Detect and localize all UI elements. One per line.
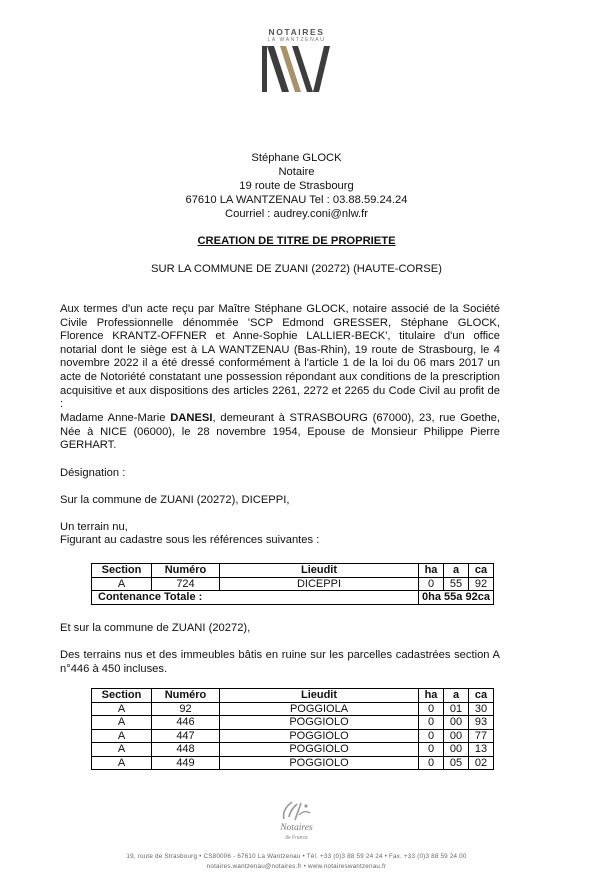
column-header: Section [92, 689, 152, 703]
table-cell: 05 [444, 756, 469, 770]
ruins-paragraph: Des terrains nus et des immeubles bâtis en ruine sur les parcelles cadastrées section A n°446 à 450 incluses. [60, 649, 500, 675]
table-cell: 00 [444, 729, 469, 743]
table-cell: DICEPPI [220, 577, 419, 591]
table-cell: POGGIOLO [220, 729, 419, 743]
table-cell: A [92, 729, 152, 743]
table-cell: 449 [152, 756, 220, 770]
column-header: a [444, 564, 469, 578]
table-cell: 0 [419, 756, 444, 770]
table-cell: A [92, 577, 152, 591]
beneficiary-paragraph: Madame Anne-Marie DANESI, demeurant à STRASBOURG (67000), 23, rue Goethe, Née à NICE (06000), le 28 novembre 1954, Epouse de Monsieur Philippe Pierre GERHART. [60, 412, 501, 452]
column-header: ca [469, 689, 494, 703]
table-cell: 0 [419, 743, 444, 757]
total-value: 0ha 55a 92ca [419, 591, 494, 605]
terrain-line-1: Un terrain nu, [60, 521, 128, 533]
table-cell: 0 [419, 729, 444, 743]
footer-brand: Notaires [280, 823, 313, 833]
table-cell: 447 [152, 729, 220, 743]
notaires-de-france-logo-icon [270, 799, 322, 823]
total-label: Contenance Totale : [92, 591, 419, 605]
table-cell: 0 [419, 577, 444, 591]
column-header: a [444, 689, 469, 703]
table-cell: A [92, 716, 152, 730]
column-header: Numéro [152, 564, 220, 578]
beneficiary-surname: DANESI [170, 412, 213, 424]
notary-name: Stéphane GLOCK [251, 152, 342, 164]
column-header: Lieudit [220, 564, 419, 578]
table-cell: 448 [152, 743, 220, 757]
designation-label: Désignation : [60, 467, 126, 479]
column-header: ca [469, 564, 494, 578]
logo-subtitle: LA WANTZENAU [267, 37, 326, 43]
terrain-line-2: Figurant au cadastre sous les références suivantes : [60, 534, 320, 546]
column-header: Numéro [152, 689, 220, 703]
table-cell: POGGIOLO [220, 756, 419, 770]
cadastre-table-2 [91, 688, 494, 770]
table-cell: 92 [469, 577, 494, 591]
column-header: ha [419, 564, 444, 578]
table-cell: 0 [419, 702, 444, 716]
table-cell: 92 [152, 702, 220, 716]
table-row [92, 577, 494, 591]
table-cell: 0 [419, 716, 444, 730]
table-cell: 724 [152, 577, 220, 591]
table-cell: POGGIOLO [220, 743, 419, 757]
table-total-row [92, 591, 494, 605]
table-row [92, 729, 494, 743]
notary-email: Courriel : audrey.coni@nlw.fr [225, 208, 368, 220]
table-cell: 00 [444, 716, 469, 730]
table-cell: A [92, 756, 152, 770]
table-cell: 13 [469, 743, 494, 757]
commune-line-1: Sur la commune de ZUANI (20272), DICEPPI, [60, 494, 290, 506]
footer-address: 19, route de Strasbourg • CS80006 - 67610 La Wantzenau • Tél. +33 (0)3 88 59 24 24 • Fax. +33 (0)3 88 59 24 00 [126, 853, 467, 860]
document-title: CREATION DE TITRE DE PROPRIETE [197, 235, 396, 247]
table-cell: 93 [469, 716, 494, 730]
table-header-row [92, 564, 494, 578]
cadastre-table-1 [91, 563, 494, 605]
table-cell: 77 [469, 729, 494, 743]
document-subtitle: SUR LA COMMUNE DE ZUANI (20272) (HAUTE-CORSE) [151, 263, 442, 275]
table-header-row [92, 689, 494, 703]
table-cell: POGGIOLO [220, 716, 419, 730]
table-cell: 55 [444, 577, 469, 591]
column-header: Section [92, 564, 152, 578]
table-cell: 01 [444, 702, 469, 716]
table-row [92, 756, 494, 770]
notaires-logo-icon [258, 46, 334, 92]
commune-line-2: Et sur la commune de ZUANI (20272), [60, 622, 251, 634]
table-cell: 446 [152, 716, 220, 730]
column-header: ha [419, 689, 444, 703]
notary-city-tel: 67610 LA WANTZENAU Tel : 03.88.59.24.24 [185, 194, 408, 206]
column-header: Lieudit [220, 689, 419, 703]
table-cell: A [92, 702, 152, 716]
logo-brand: NOTAIRES [268, 27, 325, 37]
table-cell: POGGIOLA [220, 702, 419, 716]
intro-paragraph: Aux termes d'un acte reçu par Maître Stéphane GLOCK, notaire associé de la Société Civile Professionnelle dénommée 'SCP Edmond GRESSER, Stéphane GLOCK, Florence KRANTZ-OFFNER et Anne-Sophie LALLIER-BECK', titulaire d'un office notarial dont le siège est à LA WANTZENAU (Bas-Rhin), 19 route de Strasbourg, le 4 novembre 2022 il a été dressé conformément à l'article 1 de la loi du 06 mars 2017 un acte de Notoriété constatant une possession répondant aux conditions de la prescription acquisitive et aux dispositions des articles 2261, 2272 et 2265 du Code Civil au profit de : [60, 303, 500, 411]
table-cell: 30 [469, 702, 494, 716]
table-cell: 02 [469, 756, 494, 770]
table-cell: A [92, 743, 152, 757]
notary-header [0, 151, 593, 221]
table-row [92, 743, 494, 757]
table-row [92, 716, 494, 730]
notary-address: 19 route de Strasbourg [239, 180, 354, 192]
notary-role: Notaire [278, 166, 315, 178]
footer-brand-sub: de France [285, 835, 308, 841]
table-row [92, 702, 494, 716]
footer-contact: notaires.wantzenau@notaires.fr • www.notaireswantzenau.fr [206, 863, 387, 870]
table-cell: 00 [444, 743, 469, 757]
